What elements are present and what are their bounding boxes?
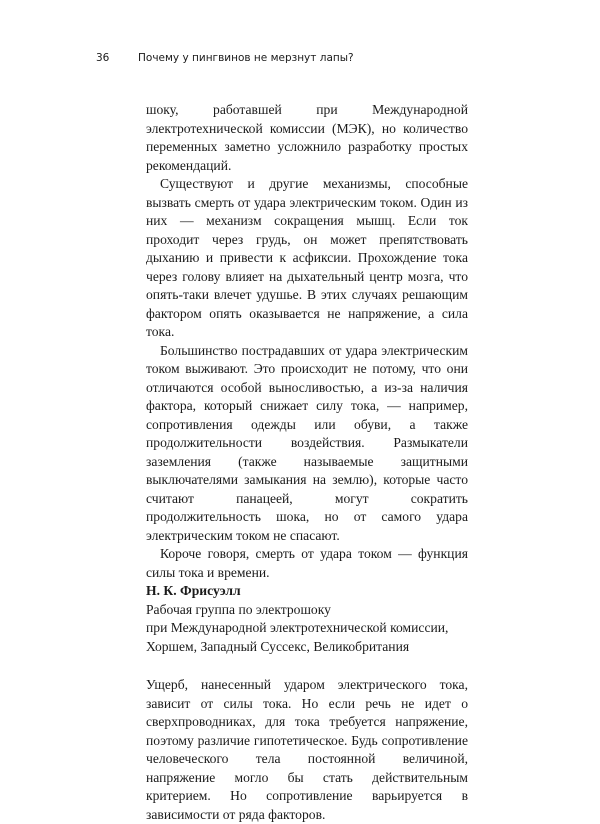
author-name: Н. К. Фрисуэлл [146,583,241,598]
paragraph: Существуют и другие механизмы, способные вызвать смерть от удара электрическим током. Один из них — механизм сокращения мышц. Если ток проходит через грудь, он может препятствовать дыханию и привести к асфиксии. Прохождение тока через голову влияет на дыхательный центр мозга, что опять-таки влечет удушье. В этих случаях решающим фактором опять оказывается не напряжение, а сила тока. [146,176,468,339]
paragraph-continuation: шоку, работавшей при Международной электротехнической комиссии (МЭК), но количество переменных заметно усложнило разработку простых рекомендаций. [146,102,468,173]
paragraph: Короче говоря, смерть от удара током — функция силы тока и времени. [146,546,468,580]
author-affiliation-line: Рабочая группа по электрошоку [146,601,331,617]
section-gap [146,656,468,676]
running-title: Почему у пингвинов не мерзнут лапы? [138,52,354,64]
author-signature [146,582,468,656]
author-affiliation-line: при Международной электротехнической комиссии, [146,620,449,635]
paragraph: Ущерб, нанесенный ударом электрического тока, зависит от силы тока. Но если речь не идет о сверхпроводниках, для тока требуется напряжение, поэтому различие гипотетическое. Будь сопротивление человеческого тела постоянной величиной, напряжение могло бы стать действительным критерием. Но сопротивление варьируется в зависимости от ряда факторов. [146,677,468,822]
page-number: 36 [96,52,110,64]
author-location: Хоршем, Западный Суссекс, Великобритания [146,638,410,654]
paragraph: Большинство пострадавших от удара электрическим током выживают. Это происходит не потому, что они отличаются особой выносливостью, а из-за наличия фактора, который снижает силу тока, — например, сопротивления одежды или обуви, а также продолжительности воздействия. Размыкатели заземления (также называемые защитными выключателями замыкания на землю), которые часто считают панацеей, могут сократить продолжительность шока, но от самого удара электрическим током не спасают. [146,342,468,543]
running-header [96,50,496,66]
main-text [146,101,468,824]
